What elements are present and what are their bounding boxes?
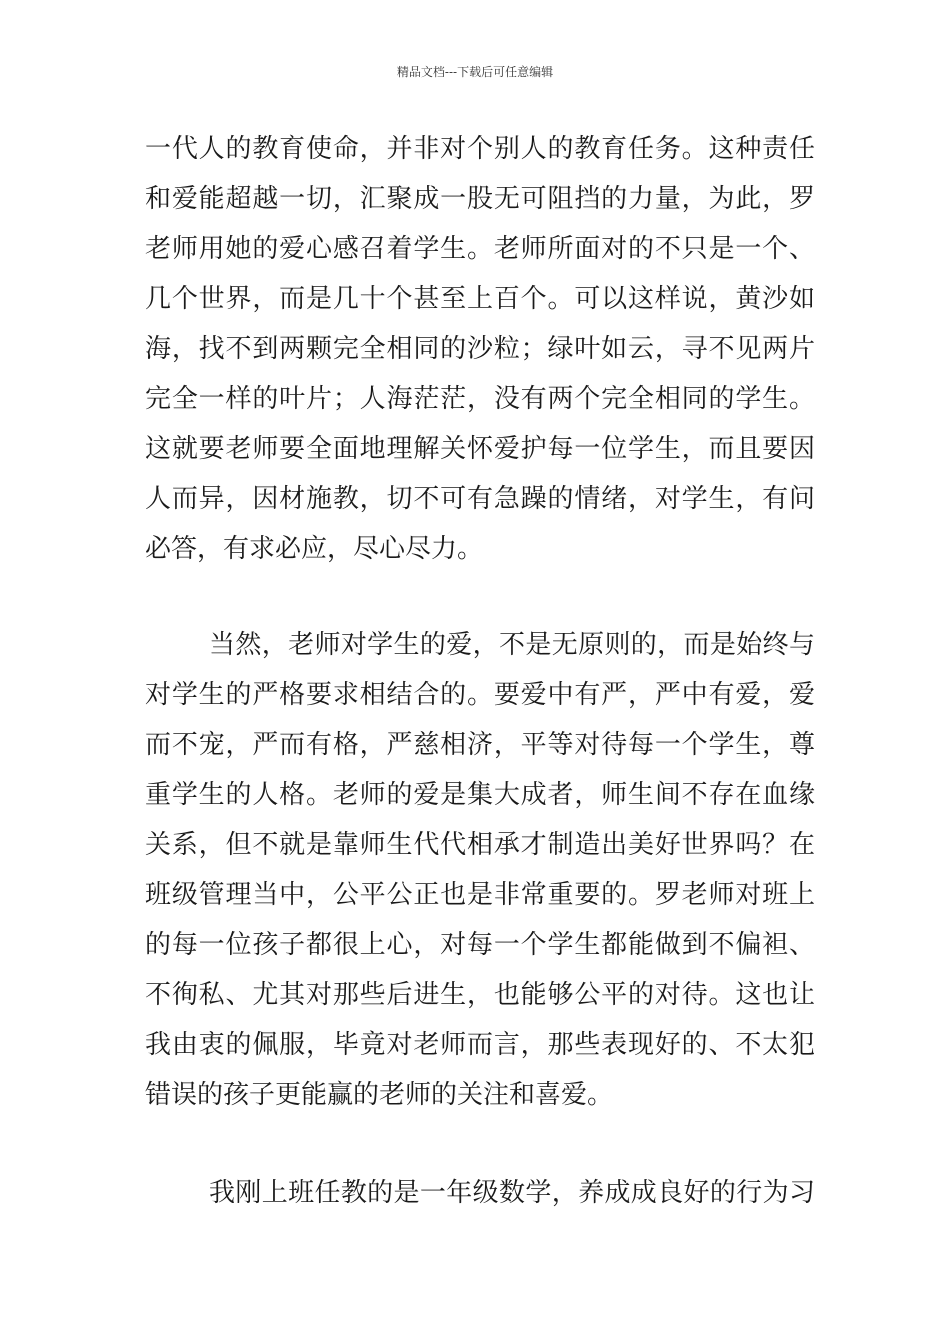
- text-line: 班级管理当中，公平公正也是非常重要的。罗老师对班上: [145, 880, 815, 910]
- text-line: 重学生的人格。老师的爱是集大成者，师生间不存在血缘: [145, 780, 815, 810]
- text-line: 错误的孩子更能赢的老师的关注和喜爱。: [145, 1080, 614, 1110]
- page-header: 精品文档---下载后可任意编辑: [396, 65, 554, 79]
- text-line: 对学生的严格要求相结合的。要爱中有严，严中有爱，爱: [145, 680, 815, 710]
- text-line: 一代人的教育使命，并非对个别人的教育任务。这种责任: [145, 134, 815, 164]
- paragraph-2: [145, 620, 815, 1120]
- text-line: 而不宠，严而有格，严慈相济，平等对待每一个学生，尊: [145, 730, 815, 760]
- paragraph-3: [145, 1168, 815, 1218]
- text-line: 人而异，因材施教，切不可有急躁的情绪，对学生，有问: [145, 484, 815, 514]
- text-line: 和爱能超越一切，汇聚成一股无可阻挡的力量，为此，罗: [145, 184, 815, 214]
- paragraph-1: [145, 124, 815, 574]
- text-line: 的每一位孩子都很上心，对每一个学生都能做到不偏袒、: [145, 930, 815, 960]
- text-line: 我刚上班任教的是一年级数学，养成成良好的行为习: [209, 1178, 815, 1208]
- text-line: 海，找不到两颗完全相同的沙粒；绿叶如云，寻不见两片: [145, 334, 815, 364]
- text-line: 这就要老师要全面地理解关怀爱护每一位学生，而且要因: [145, 434, 815, 464]
- text-line: 当然，老师对学生的爱，不是无原则的，而是始终与: [209, 630, 815, 660]
- text-line: 我由衷的佩服，毕竟对老师而言，那些表现好的、不太犯: [145, 1030, 815, 1060]
- text-line: 关系，但不就是靠师生代代相承才制造出美好世界吗？在: [145, 830, 815, 860]
- text-line: 老师用她的爱心感召着学生。老师所面对的不只是一个、: [145, 234, 815, 264]
- text-line: 几个世界，而是几十个甚至上百个。可以这样说，黄沙如: [145, 284, 815, 314]
- text-line: 完全一样的叶片；人海茫茫，没有两个完全相同的学生。: [145, 384, 815, 414]
- text-line: 不徇私、尤其对那些后进生，也能够公平的对待。这也让: [145, 980, 815, 1010]
- text-line: 必答，有求必应，尽心尽力。: [145, 534, 484, 564]
